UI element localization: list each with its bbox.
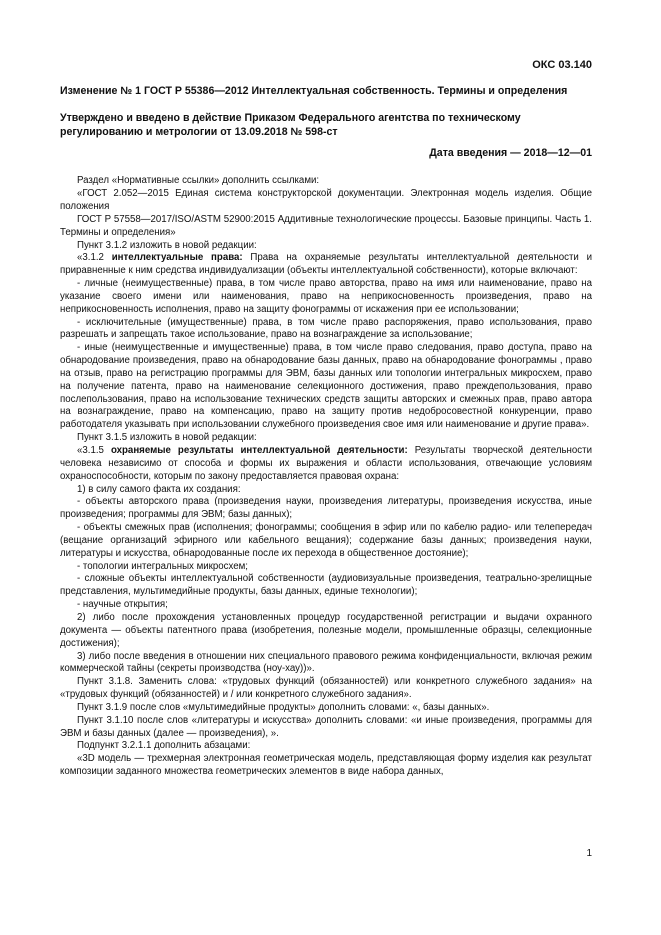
document-body xyxy=(60,175,592,779)
paragraph-text: Пункт 3.1.10 после слов «литературы и искусства» дополнить словами: «и иные произведения, программы для ЭВМ и базы данных (далее — произведения), ». xyxy=(60,714,592,739)
paragraph-text: 3) либо после введения в отношении них специального правового режима конфиденциальности, включая режим коммерческой тайны (секреты производства (ноу-хау))». xyxy=(60,650,592,675)
paragraph xyxy=(60,612,592,651)
paragraph xyxy=(60,188,592,214)
paragraph xyxy=(60,715,592,741)
paragraph xyxy=(60,240,592,253)
change-title: Изменение № 1 ГОСТ Р 55386—2012 Интеллектуальная собственность. Термины и определения xyxy=(60,85,568,97)
paragraph xyxy=(60,753,592,779)
paragraph xyxy=(60,278,592,317)
paragraph-text: - сложные объекты интеллектуальной собственности (аудиовизуальные произведения, театрально-зрелищные представления, мультимедийные продукты, базы данных, единые технологии); xyxy=(60,573,592,598)
paragraph xyxy=(60,445,592,484)
paragraph xyxy=(60,342,592,432)
paragraph xyxy=(60,573,592,599)
effective-date: Дата введения — 2018—12—01 xyxy=(429,147,592,160)
paragraph-text: ГОСТ Р 57558—2017/ISO/ASTM 52900:2015 Аддитивные технологические процессы. Базовые принципы. Часть 1. Термины и определения» xyxy=(60,213,592,238)
paragraph-text: - топологии интегральных микросхем; xyxy=(77,560,248,572)
paragraph-text: «3D модель — трехмерная электронная геометрическая модель, представляющая форму изделия как результат композиции заданного множества геометрических элементов в виде набора данных, xyxy=(60,753,592,778)
paragraph-text: - исключительные (имущественные) права, в том числе право распоряжения, право использования, право разрешать и запрещать такое использование, право на вознаграждение за использование; xyxy=(60,316,592,341)
paragraph-text: 1) в силу самого факта их создания: xyxy=(77,483,241,495)
paragraph-text: Пункт 3.1.9 после слов «мультимедийные продукты» дополнить словами: «, базы данных». xyxy=(77,701,490,713)
paragraph-text: - объекты авторского права (произведения науки, произведения литературы, произведения искусства, иные произведения; программы для ЭВМ; базы данных); xyxy=(60,496,592,521)
paragraph-text: «ГОСТ 2.052—2015 Единая система конструкторской документации. Электронная модель изделия. Общие положения xyxy=(60,188,592,212)
paragraph xyxy=(60,175,592,188)
term-name: охраняемые результаты интеллектуальной деятельности: xyxy=(110,445,408,457)
paragraph xyxy=(60,561,592,574)
paragraph-text: Права на охраняемые результаты интеллектуальной деятельности и приравненные к ним средства индивидуализации (объекты интеллектуальной собственности), которые включают: xyxy=(60,252,592,277)
paragraph xyxy=(60,522,592,561)
term-number: «3.1.2 xyxy=(77,252,112,264)
paragraph-text: 2) либо после прохождения установленных процедур государственной регистрации и выдачи охранного документа — объекты патентного права (изобретения, полезные модели, промышленные образцы, селекционные достижения); xyxy=(60,611,592,649)
paragraph-text: - иные (неимущественные и имущественные) права, в том числе право следования, право доступа, право на обнародование произведения, право на обнародование базы данных, право на обнародование фонограммы , право на отзыв, право на регистрацию программы для ЭВМ, базы данных или топологии интегральных микросхем, право на получение патента, право на наименование селекционного достижения, право преждепользования, право послепользования, право на использование технических средств защиты авторских и смежных прав, право автора на вознаграждение, право на компенсацию, право на защиту против недобросовестной конкуренции, право работодателя указывать при использовании служебного произведения свое имя или наименование и другие права». xyxy=(60,342,592,431)
paragraph-text: Пункт 3.1.2 изложить в новой редакции: xyxy=(77,239,257,251)
paragraph xyxy=(60,317,592,343)
approval-statement: Утверждено и введено в действие Приказом Федерального агентства по техническому регулированию и метрологии от 13.09.2018 № 598-ст xyxy=(60,111,521,138)
term-number: «3.1.5 xyxy=(77,445,111,457)
paragraph-text: - личные (неимущественные) права, в том числе право авторства, право на имя или наименование, право на указание своего имени или наименования, право на неприкосновенность произведения, право на неприкосновенность исполнения, право на защиту фонограммы от искажения при ее использовании; xyxy=(60,278,592,315)
paragraph xyxy=(60,702,592,715)
term-name: интеллектуальные права: xyxy=(111,252,243,264)
paragraph xyxy=(60,676,592,702)
paragraph xyxy=(60,432,592,445)
paragraph xyxy=(60,740,592,753)
paragraph-text: Пункт 3.1.8. Заменить слова: «трудовых функций (обязанностей) или конкретного служебного задания» на «трудовых функций (обязанностей) и / или конкретного служебного задания». xyxy=(60,676,592,701)
paragraph xyxy=(60,484,592,497)
paragraph-text: - объекты смежных прав (исполнения; фонограммы; сообщения в эфир или по кабелю радио- или телепередач (вещание организаций эфирного или кабельного вещания); содержание базы данных; произведения науки, литературы и искусства, обнародованные после их перехода в общественное достояние); xyxy=(60,522,592,559)
paragraph-text: Раздел «Нормативные ссылки» дополнить ссылками: xyxy=(77,175,320,187)
paragraph xyxy=(60,496,592,522)
paragraph-text: Подпункт 3.2.1.1 дополнить абзацами: xyxy=(77,740,251,752)
paragraph-text: Пункт 3.1.5 изложить в новой редакции: xyxy=(77,432,257,444)
paragraph-text: - научные открытия; xyxy=(77,599,168,611)
oks-code: ОКС 03.140 xyxy=(532,59,592,71)
paragraph xyxy=(60,651,592,677)
paragraph xyxy=(60,599,592,612)
page-number: 1 xyxy=(586,848,592,859)
paragraph-text: Результаты творческой деятельности человека независимо от способа и формы их выражения и области использования, отвечающие условиям охраноспособности, которым по закону предоставляется правовая охрана: xyxy=(60,445,592,482)
paragraph xyxy=(60,252,592,278)
paragraph xyxy=(60,214,592,240)
